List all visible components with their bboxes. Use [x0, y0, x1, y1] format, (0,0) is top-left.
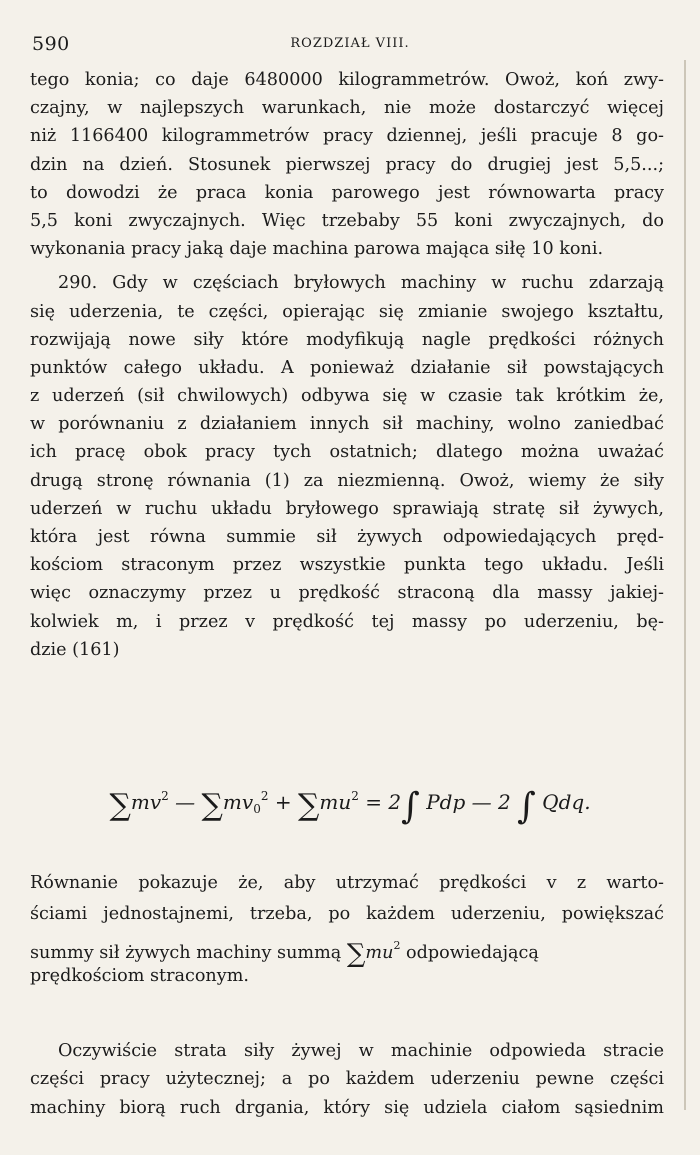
- text-line: machiny biorą ruch drgania, który się udziela ciałom sąsiednim: [30, 1097, 664, 1118]
- text-line: to dowodzi że praca konia parowego jest równowarta pracy: [30, 182, 664, 203]
- integrand: Qdq.: [535, 790, 591, 814]
- text-line: kościom straconym przez wszystkie punkta tego układu. Jeśli: [30, 555, 664, 576]
- text-line: dzie (161): [30, 639, 120, 660]
- text-line: części pracy użytecznej; a po każdem uderzeniu pewne części: [30, 1069, 664, 1090]
- integral-symbol: ∫: [401, 786, 420, 827]
- text-line: niż 1166400 kilogrammetrów pracy dziennej, jeśli pracuje 8 go-: [30, 126, 664, 147]
- page-number: 590: [32, 33, 70, 55]
- text-line: dzin na dzień. Stosunek pierwszej pracy do drugiej jest 5,5...;: [30, 154, 664, 175]
- section-290-first-line: 290. Gdy w częściach bryłowych machiny w ruchu zdarzają: [58, 273, 664, 294]
- text-line: więc oznaczymy przez u prędkość straconą dla massy jakiej-: [30, 583, 664, 604]
- exponent: 2: [393, 939, 401, 952]
- text-span: odpowiedającą: [400, 943, 539, 963]
- equation-161: [0, 786, 700, 827]
- text-line: Oczywiście strata siły żywej w machinie odpowieda stracie: [58, 1041, 664, 1061]
- exponent: 2: [260, 789, 269, 803]
- running-title: ROZDZIAŁ VIII.: [290, 36, 410, 51]
- text-line: kolwiek m, i przez v prędkość tej massy po uderzeniu, bę-: [30, 611, 664, 632]
- text-line: 5,5 koni zwyczajnych. Więc trzebaby 55 koni zwyczajnych, do: [30, 210, 664, 231]
- text-line: prędkościom straconym.: [30, 966, 249, 986]
- integrand: Pdp — 2: [419, 790, 518, 814]
- after-equation-text: [30, 868, 664, 992]
- text-line: uderzeń w ruchu układu bryłowego sprawiają stratę sił żywych,: [30, 498, 664, 519]
- text-line: rozwijają nowe siły które modyfikują nagle prędkości różnych: [30, 329, 664, 350]
- text-line: Równanie pokazuje że, aby utrzymać prędkości v z warto-: [30, 873, 664, 893]
- subscript: 0: [253, 802, 261, 816]
- term: mu: [365, 943, 394, 963]
- sum-symbol: ∑: [109, 788, 131, 823]
- page-edge-shadow: [684, 60, 686, 1110]
- text-line: która jest równa summie sił żywych odpowiedających pręd-: [30, 527, 664, 547]
- term: mv: [222, 790, 254, 814]
- text-line: wykonania pracy jaką daje machina parowa mająca siłę 10 koni.: [30, 239, 604, 260]
- text-line: z uderzeń (sił chwilowych) odbywa się w czasie tak krótkim że,: [30, 386, 664, 407]
- text-line: drugą stronę równania (1) za niezmienną. Owoż, wiemy że siły: [30, 470, 664, 491]
- text-line: czajny, w najlepszych warunkach, nie może dostarczyć więcej: [30, 98, 664, 119]
- text-line-with-sum: [30, 930, 664, 969]
- page-header: [30, 33, 670, 57]
- text-line: ściami jednostajnemi, trzeba, po każdem uderzeniu, powiększać: [30, 904, 664, 924]
- term: mv: [130, 790, 162, 814]
- operator: +: [268, 790, 298, 814]
- operator: —: [168, 790, 202, 814]
- text-line: tego konia; co daje 6480000 kilogrammetrów. Owoż, koń zwy-: [30, 70, 664, 90]
- sum-symbol: ∑: [346, 939, 366, 969]
- exponent: 2: [161, 789, 169, 803]
- operator: = 2: [358, 790, 402, 814]
- text-span: summy sił żywych machiny summą: [30, 943, 347, 963]
- text-line: w porównaniu z działaniem innych sił machiny, wolno zaniedbać: [30, 414, 664, 435]
- integral-symbol: ∫: [517, 786, 536, 827]
- exponent: 2: [351, 789, 359, 803]
- text-line: się uderzenia, te części, opierając się zmianie swojego kształtu,: [30, 301, 664, 322]
- text-line: ich pracę obok pracy tych ostatnich; dlatego można uważać: [30, 442, 664, 463]
- main-text: [30, 66, 664, 664]
- sum-symbol: ∑: [201, 788, 223, 823]
- text-line: punktów całego układu. A ponieważ działanie sił powstających: [30, 357, 664, 378]
- sum-symbol: ∑: [297, 788, 320, 823]
- term: mu: [319, 790, 352, 814]
- closing-paragraph: [30, 1037, 664, 1122]
